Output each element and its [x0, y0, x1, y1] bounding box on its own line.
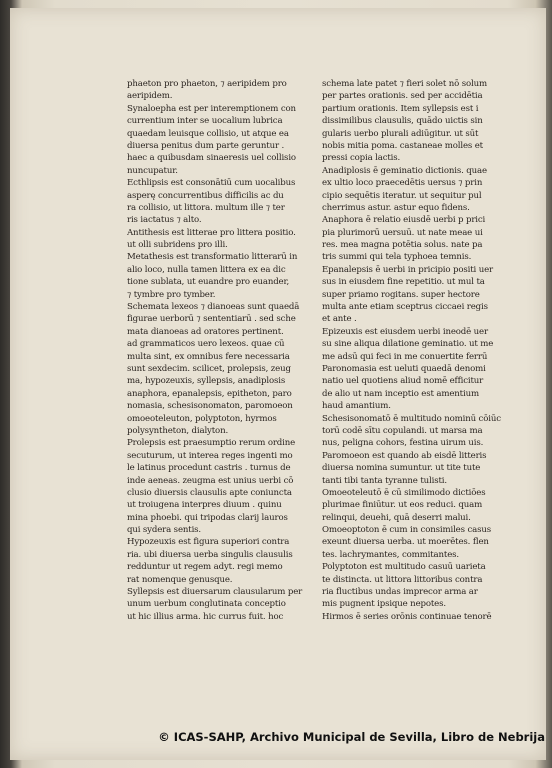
text-line: Prolepsis est praesumptio rerum ordine: [127, 438, 296, 449]
text-line: qui sydera sentis.: [127, 525, 202, 536]
text-line: Anaphora ē relatio eiusdē uerbi p prici: [322, 215, 486, 226]
text-line: ria. ubi diuersa uerba singulis clausulis: [127, 549, 293, 560]
text-line: cherrimus astur. astur equo fidens.: [322, 202, 470, 213]
text-line: super priamo rogitans. super hectore: [322, 289, 480, 300]
text-line: tes. lachrymantes, commitantes.: [322, 549, 459, 560]
copyright-credit: © ICAS-SAHP, Archivo Municipal de Sevilla, Libro de Nebrija: [158, 730, 545, 744]
text-line: ⁊ tymbre pro tymber.: [127, 289, 216, 300]
text-line: exeunt diuersa uerba. ut moerētes. flen: [322, 537, 489, 548]
text-line: mis pugnent ipsique nepotes.: [322, 599, 446, 610]
text-line: ut olli subridens pro illi.: [127, 240, 228, 251]
text-line: nomasia, schesisonomaton, paromoeon: [127, 401, 293, 412]
text-line: Paromoeon est quando ab eisdē litteris: [322, 450, 487, 461]
text-line: torū codē sītu copulandi. ut marsa ma: [322, 425, 483, 436]
text-line: unum uerbum conglutinata conceptio: [127, 599, 286, 610]
text-line: per partes orationis. sed per accidētia: [322, 91, 483, 102]
text-line: Syllepsis est diuersarum clausularum per: [127, 587, 303, 598]
text-line: tione sublata, ut euandre pro euander,: [127, 277, 290, 288]
text-line: et ante .: [322, 314, 357, 325]
text-line: ria fluctibus undas imprecor arma ar: [322, 587, 478, 598]
text-line: currentium inter se uocalium lubrica: [127, 116, 283, 127]
text-line: Polyptoton est multitudo casuū uarieta: [322, 562, 486, 573]
text-line: Omoeoteleutō ē cū similimodo dictiōes: [322, 487, 486, 498]
text-line: cipio sequētis iteratur. ut sequitur pul: [322, 190, 482, 201]
text-line: su sine aliqua dilatione geminatio. ut me: [322, 339, 494, 350]
text-line: ma, hypozeuxis, syllepsis, anadiplosis: [127, 376, 286, 387]
text-line: Hypozeuxis est figura superiori contra: [127, 537, 290, 548]
text-line: Epanalepsis ē uerbi in pricipio positi uer: [322, 264, 494, 275]
text-line: figurae uerborū ⁊ sententiarū . sed sche: [127, 314, 296, 325]
text-line: diuersa penitus dum parte geruntur .: [127, 140, 285, 151]
text-line: anaphora, epanalepsis, epitheton, paro: [127, 388, 292, 399]
text-line: de alio ut nam inceptio est amentium: [322, 388, 479, 399]
text-line: polysyntheton, dialyton.: [127, 425, 229, 436]
text-line: plurimae finiūtur. ut eos reduci. quam: [322, 500, 483, 511]
text-line: Schemata lexeos ⁊ dianoeas sunt quaedā: [127, 302, 300, 313]
text-line: diuersa nomina sumuntur. ut tite tute: [322, 463, 481, 474]
text-line: te distincta. ut littora littoribus contra: [322, 574, 483, 585]
manuscript-page: [10, 8, 546, 760]
text-line: nuncupatur.: [127, 165, 178, 176]
text-line: alio loco, nulla tamen littera ex ea dic: [127, 264, 286, 275]
text-line: rat nomenque genusque.: [127, 574, 233, 585]
text-line: haec a quibusdam sinaeresis uel collisio: [127, 153, 296, 164]
text-line: aeripidem.: [127, 91, 173, 102]
text-line: secuturum, ut interea reges ingenti mo: [127, 450, 293, 461]
text-line: asperę concurrentibus difficilis ac du: [127, 190, 284, 201]
text-line: clusio diuersis clausulis apte coniuncta: [127, 487, 292, 498]
text-line: le latinus procedunt castris . turnus de: [127, 463, 291, 474]
text-line: Schesisonomatō ē multitudo nominū cōiūc: [322, 413, 501, 424]
text-line: phaeton pro phaeton, ⁊ aeripidem pro: [127, 79, 287, 89]
text-line: mata dianoeas ad oratores pertinent.: [127, 326, 284, 337]
text-line: tris summi qui tela typhoea temnis.: [322, 252, 472, 263]
text-line: ex ultio loco praecedētis uersus ⁊ prin: [322, 178, 483, 189]
text-line: relinqui, deuehi, quā deserri malui.: [322, 512, 471, 523]
text-line: Metathesis est transformatio litterarū in: [127, 252, 298, 263]
text-line: omoeoteleuton, polyptoton, hyrmos: [127, 413, 277, 424]
text-line: Hirmos ē series orōnis continuae tenorē: [322, 611, 492, 622]
text-line: me adsū qui feci in me conuertite ferrū: [322, 351, 488, 362]
text-line: res. mea magna potētia solus. nate pa: [322, 240, 483, 251]
text-line: multa sint, ex omnibus fere necessaria: [127, 351, 290, 362]
text-line: Synaloepha est per interemptionem con: [127, 103, 296, 114]
text-line: Omoeoptoton ē cum in consimiles casus: [322, 525, 492, 536]
text-line: ut hic illius arma. hic currus fuit. hoc: [127, 611, 284, 622]
text-line: inde aeneas. zeugma est unius uerbi cō: [127, 475, 294, 486]
text-line: ris iactatus ⁊ alto.: [127, 215, 202, 226]
text-line: schema late patet ⁊ fieri solet nō solum: [322, 79, 488, 89]
right-text-column: [322, 78, 502, 623]
left-text-column: [127, 78, 303, 623]
text-line: sunt sexdecim. scilicet, prolepsis, zeug: [127, 363, 291, 374]
text-line: Anadiplosis ē geminatio dictionis. quae: [322, 165, 487, 176]
text-line: gularis uerbo plurali adiūgitur. ut sūt: [322, 128, 479, 139]
text-line: ad grammaticos uero lexeos. quae cū: [127, 339, 285, 350]
text-line: haud amantium.: [322, 401, 391, 412]
text-line: sus in eiusdem fine repetitio. ut mul ta: [322, 277, 485, 288]
text-line: dissimilibus clausulis, quādo uictis sin: [322, 116, 483, 127]
text-line: nus, peligna cohors, festina uirum uis.: [322, 438, 484, 449]
text-line: redduntur ut regem adyt. regi memo: [127, 562, 283, 573]
text-line: pressi copia lactis.: [322, 153, 401, 164]
text-line: Antithesis est litterae pro littera positio.: [127, 227, 296, 238]
text-line: nobis mitia poma. castaneae molles et: [322, 140, 483, 151]
text-line: quaedam leuisque collisio, ut atque ea: [127, 128, 289, 139]
text-line: partium orationis. Item syllepsis est i: [322, 103, 479, 114]
text-line: Epizeuxis est eiusdem uerbi ineodē uer: [322, 326, 488, 337]
text-line: Paronomasia est ueluti quaedā denomi: [322, 363, 486, 374]
text-line: natio uel quotiens aliud nomē efficitur: [322, 376, 484, 387]
text-line: tanti tibi tanta tyranne tulisti.: [322, 475, 447, 486]
text-line: multa ante etiam sceptrus ciccaei regis: [322, 302, 488, 313]
text-line: ra collisio, ut littora. multum ille ⁊ ter: [127, 202, 285, 213]
text-line: mina phoebi. qui tripodas clarij lauros: [127, 512, 288, 523]
text-line: ut troiugena interpres diuum . quinu: [127, 500, 282, 511]
text-line: pia plurimorū uersuū. ut nate meae ui: [322, 227, 483, 238]
text-line: Ecthlipsis est consonātiū cum uocalibus: [127, 178, 296, 189]
